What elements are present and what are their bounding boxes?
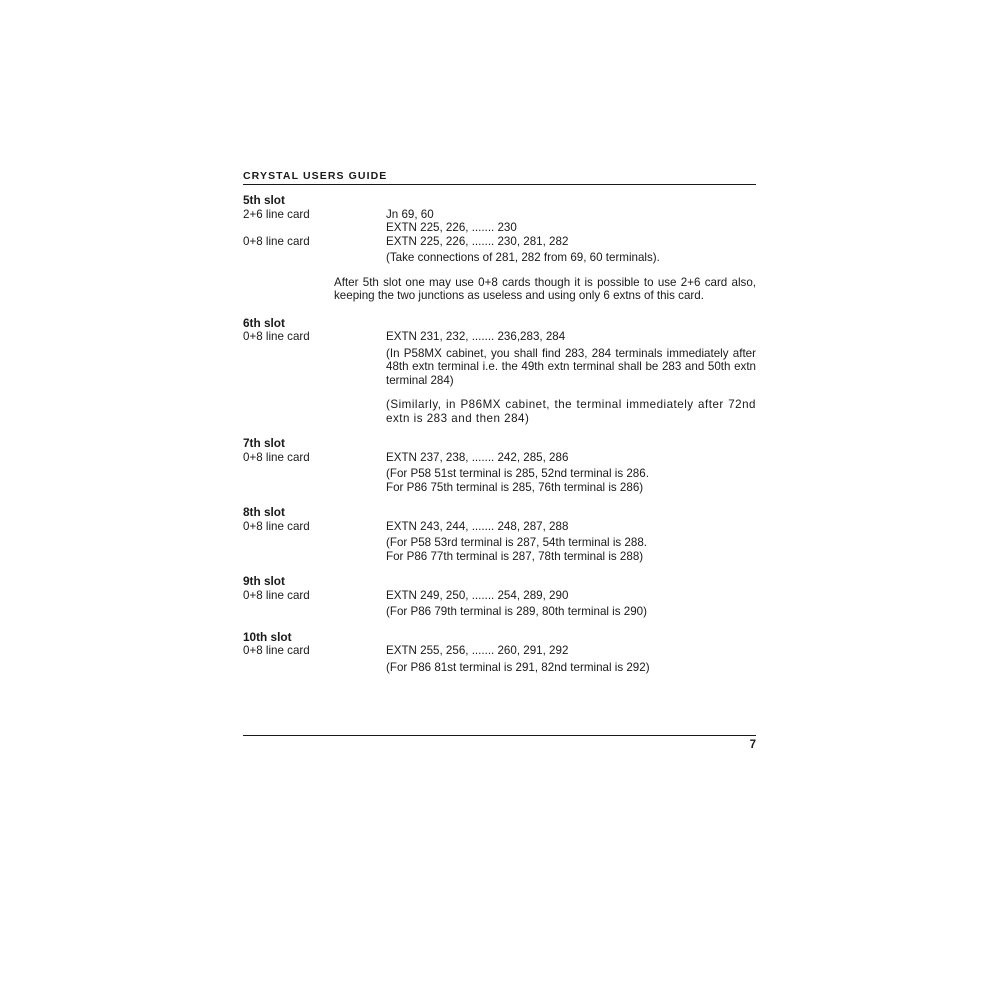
footer-rule bbox=[243, 735, 756, 736]
slot-6-note-p86: (Similarly, in P86MX cabinet, the terminal immediately after 72nd extn is 283 and then 284) bbox=[386, 398, 756, 425]
page-footer bbox=[243, 735, 756, 751]
slot-8-title: 8th slot bbox=[243, 505, 285, 519]
slot-10-title: 10th slot bbox=[243, 629, 292, 644]
slot-7-extensions: EXTN 237, 238, ....... 242, 285, 286 bbox=[386, 450, 569, 464]
slot-7-note-p86: For P86 75th terminal is 285, 76th terminal is 286) bbox=[386, 480, 644, 494]
slot-6-card-label: 0+8 line card bbox=[243, 330, 310, 343]
slot-10-card-label: 0+8 line card bbox=[243, 644, 310, 657]
slot-5-section bbox=[243, 194, 756, 303]
slot-8-note-p86: For P86 77th terminal is 287, 78th terminal is 288) bbox=[386, 549, 644, 563]
slot-7-note-p58: (For P58 51st terminal is 285, 52nd terminal is 286. bbox=[386, 467, 649, 480]
slot-7-card-label: 0+8 line card bbox=[243, 450, 310, 464]
slot-5-paragraph: After 5th slot one may use 0+8 cards though it is possible to use 2+6 card also, keeping the two junctions as useless and using only 6 extns of this card. bbox=[334, 275, 756, 302]
slot-9-card-label: 0+8 line card bbox=[243, 588, 310, 602]
slot-9-note: (For P86 79th terminal is 289, 80th terminal is 290) bbox=[386, 605, 647, 618]
slot-5-card-2-label: 0+8 line card bbox=[243, 234, 310, 248]
slot-9-section bbox=[243, 575, 756, 619]
slot-9-extensions: EXTN 249, 250, ....... 254, 289, 290 bbox=[386, 588, 569, 602]
page-number: 7 bbox=[749, 739, 756, 751]
slot-5-card-2-note: (Take connections of 281, 282 from 69, 60 terminals). bbox=[386, 251, 660, 264]
header-rule bbox=[243, 184, 756, 185]
slot-6-section bbox=[243, 317, 756, 426]
slot-8-card-label: 0+8 line card bbox=[243, 519, 310, 533]
slot-5-card-1-junctions: Jn 69, 60 bbox=[386, 207, 434, 221]
slot-10-note: (For P86 81st terminal is 291, 82nd terminal is 292) bbox=[386, 660, 650, 674]
slot-6-title: 6th slot bbox=[243, 315, 285, 330]
slot-9-title: 9th slot bbox=[243, 574, 285, 588]
slot-10-extensions: EXTN 255, 256, ....... 260, 291, 292 bbox=[386, 644, 569, 657]
slot-6-note-p58: (In P58MX cabinet, you shall find 283, 284 terminals immediately after 48th extn terminal i.e. the 49th extn terminal shall be 283 and 50th extn terminal 284) bbox=[386, 346, 756, 387]
slot-5-card-1-label: 2+6 line card bbox=[243, 207, 310, 221]
document-page bbox=[243, 170, 756, 674]
slot-5-title: 5th slot bbox=[243, 193, 285, 207]
slot-5-card-2-extensions: EXTN 225, 226, ....... 230, 281, 282 bbox=[386, 234, 569, 248]
document-body bbox=[243, 194, 756, 674]
running-header: CRYSTAL USERS GUIDE bbox=[243, 170, 388, 182]
slot-5-card-1-extensions: EXTN 225, 226, ....... 230 bbox=[386, 221, 517, 234]
slot-8-extensions: EXTN 243, 244, ....... 248, 287, 288 bbox=[386, 519, 569, 533]
slot-10-section bbox=[243, 631, 756, 675]
slot-7-section bbox=[243, 437, 756, 494]
slot-6-extensions: EXTN 231, 232, ....... 236,283, 284 bbox=[386, 330, 566, 343]
slot-8-section bbox=[243, 506, 756, 563]
slot-7-title: 7th slot bbox=[243, 436, 285, 450]
slot-8-note-p58: (For P58 53rd terminal is 287, 54th terminal is 288. bbox=[386, 536, 647, 549]
